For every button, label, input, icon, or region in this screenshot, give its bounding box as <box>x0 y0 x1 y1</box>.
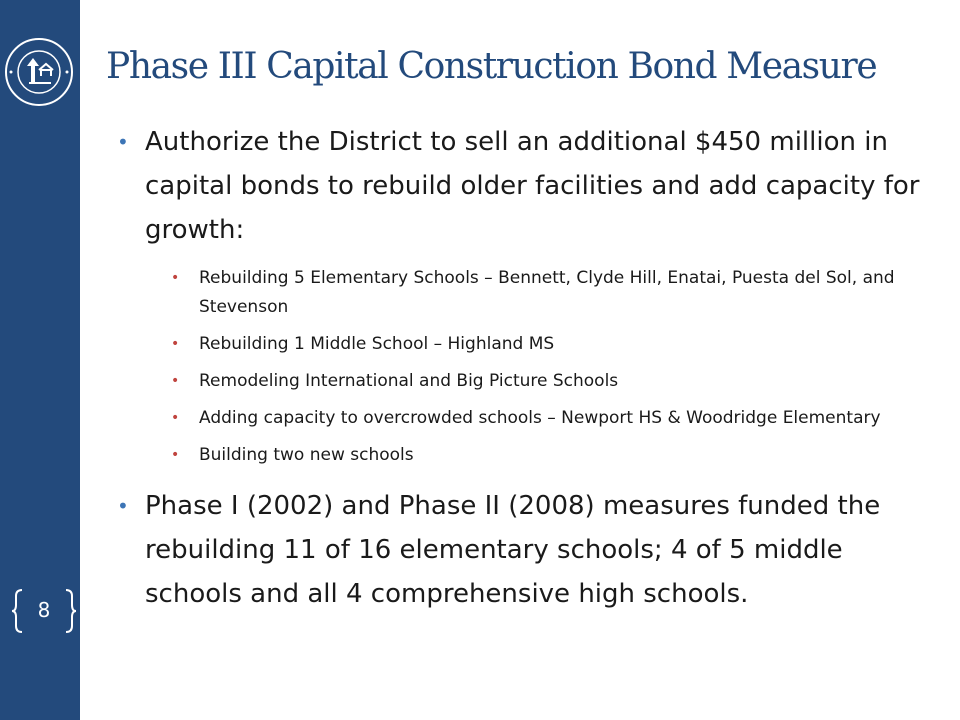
slide-title: Phase III Capital Construction Bond Measure <box>106 46 877 87</box>
bullet-authorize: • Authorize the District to sell an additional $450 million in capital bonds to rebuild older facilities and add capacity for growth: <box>115 120 930 252</box>
sub-bullet-remodeling: • Remodeling International and Big Picture Schools <box>115 367 930 396</box>
district-seal-icon <box>3 36 75 108</box>
page-number: 8 <box>37 598 51 622</box>
sidebar <box>0 0 80 720</box>
sub-bullet-middle: • Rebuilding 1 Middle School – Highland MS <box>115 330 930 359</box>
sub-bullet-capacity: • Adding capacity to overcrowded schools – Newport HS & Woodridge Elementary <box>115 404 930 433</box>
slide-content <box>115 120 930 616</box>
sub-bullet-new-schools: • Building two new schools <box>115 441 930 470</box>
bullet-phase-history: • Phase I (2002) and Phase II (2008) measures funded the rebuilding 11 of 16 elementary schools; 4 of 5 middle schools and all 4 comprehensive high schools. <box>115 484 930 616</box>
sub-bullet-list <box>115 264 930 470</box>
sub-bullet-elementary: • Rebuilding 5 Elementary Schools – Bennett, Clyde Hill, Enatai, Puesta del Sol, and Stevenson <box>115 264 930 322</box>
